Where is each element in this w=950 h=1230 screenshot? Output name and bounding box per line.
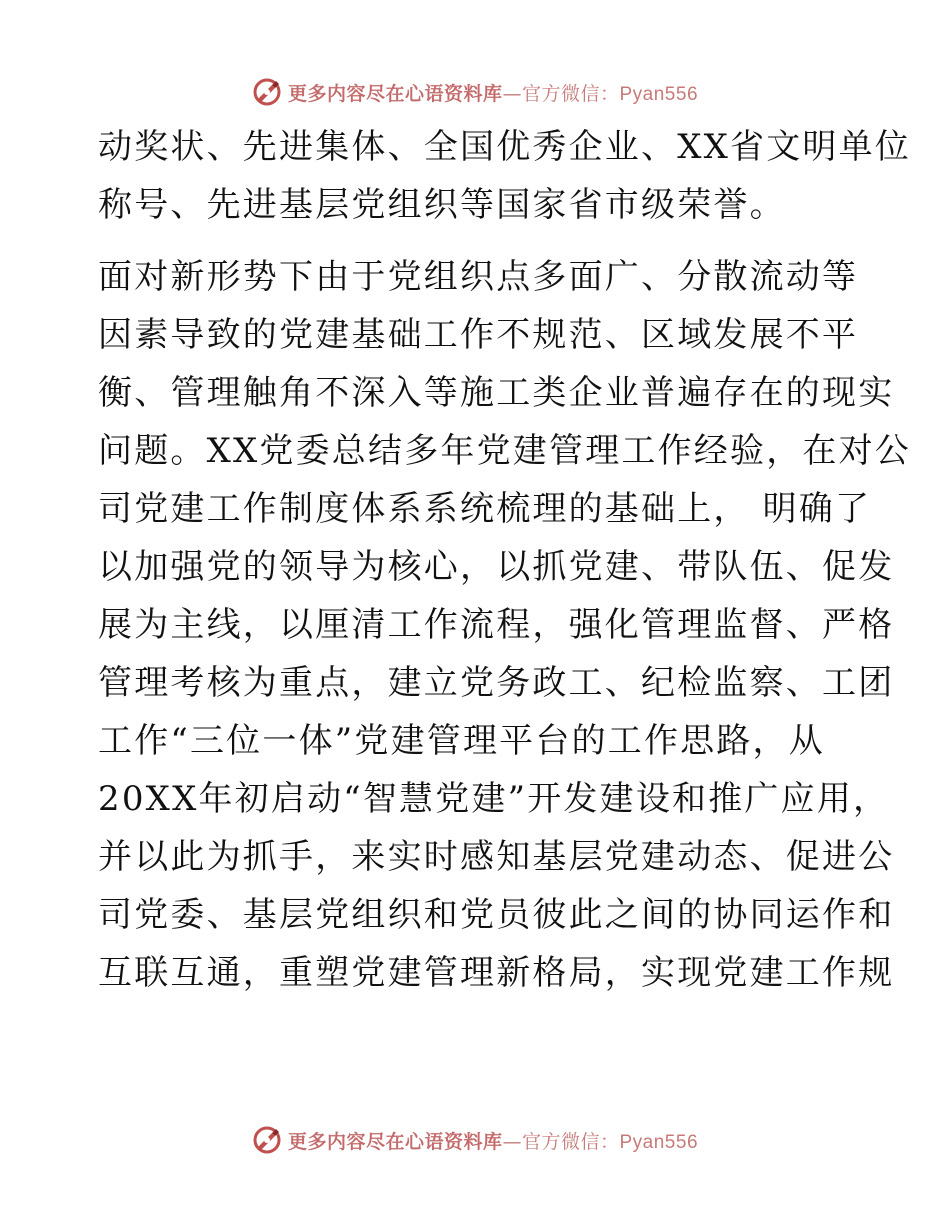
watermark-separator: — bbox=[502, 82, 522, 105]
text-line: 20XX年初启动“智慧党建”开发建设和推广应用， bbox=[98, 779, 890, 819]
text-line: 司党委、基层党组织和党员彼此之间的协同运作和 bbox=[98, 895, 895, 935]
text-line: 管理考核为重点，建立党务政工、纪检监察、工团 bbox=[98, 663, 895, 703]
watermark-separator: — bbox=[502, 1130, 522, 1153]
text-line: 动奖状、先进集体、全国优秀企业、XX省文明单位 bbox=[98, 127, 912, 167]
watermark-wechat-id: Pyan556 bbox=[619, 1131, 699, 1153]
text-line: 因素导致的党建基础工作不规范、区域发展不平 bbox=[98, 315, 859, 355]
watermark-wechat-label: 官方微信： bbox=[521, 82, 620, 105]
pen-logo-icon bbox=[252, 77, 282, 107]
watermark-wechat-id: Pyan556 bbox=[619, 83, 699, 105]
text-line: 展为主线，以厘清工作流程，强化管理监督、严格 bbox=[98, 605, 895, 645]
pen-logo-icon bbox=[252, 1125, 282, 1155]
text-line: 问题。XX党委总结多年党建管理工作经验，在对公 bbox=[98, 431, 912, 471]
watermark-wechat-label: 官方微信： bbox=[521, 1130, 620, 1153]
watermark-brand: 更多内容尽在心语资料库 bbox=[287, 1130, 503, 1153]
text-line: 司党建工作制度体系系统梳理的基础上， 明确了 bbox=[98, 489, 872, 529]
text-line: 并以此为抓手，来实时感知基层党建动态、促进公 bbox=[98, 837, 895, 877]
text-line: 工作“三位一体”党建管理平台的工作思路，从 bbox=[98, 721, 825, 761]
text-line: 以加强党的领导为核心，以抓党建、带队伍、促发 bbox=[98, 547, 895, 587]
text-line: 称号、先进基层党组织等国家省市级荣誉。 bbox=[98, 185, 786, 225]
text-line: 互联互通，重塑党建管理新格局，实现党建工作规 bbox=[98, 953, 895, 993]
watermark-brand: 更多内容尽在心语资料库 bbox=[287, 82, 503, 105]
text-line: 衡、管理触角不深入等施工类企业普遍存在的现实 bbox=[98, 373, 895, 413]
text-line: 面对新形势下由于党组织点多面广、分散流动等 bbox=[98, 257, 859, 297]
watermark-text bbox=[288, 79, 698, 106]
header-watermark-banner bbox=[0, 72, 950, 112]
watermark-text bbox=[288, 1127, 698, 1154]
footer-watermark-banner bbox=[0, 1120, 950, 1160]
